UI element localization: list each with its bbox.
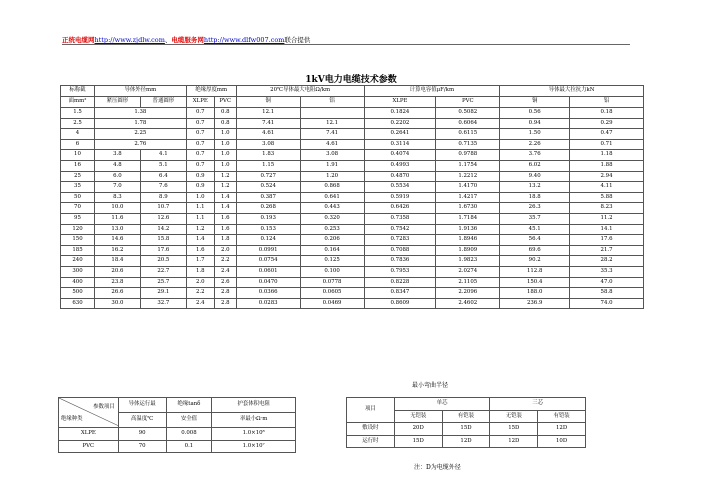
table-cell: 16.2 — [94, 245, 140, 256]
table-cell: 1.8 — [214, 235, 236, 246]
header-credit — [62, 35, 310, 44]
table-cell: 0.320 — [300, 213, 364, 224]
table-cell: 1.4170 — [436, 182, 500, 193]
table-cell: 0.18 — [570, 108, 644, 119]
table-cell: 5.1 — [140, 160, 186, 171]
table-cell: 0.8 — [214, 118, 236, 129]
table-row — [61, 150, 644, 161]
table-cell: 0.3114 — [364, 139, 436, 150]
table-cell: 12.6 — [140, 213, 186, 224]
hdr-single-core: 单芯 — [394, 398, 490, 411]
table-cell: 1.6730 — [436, 203, 500, 214]
table-cell: 0.0283 — [236, 298, 300, 309]
table-cell: 0.8 — [214, 108, 236, 119]
table-row — [59, 440, 296, 453]
table-row — [61, 139, 644, 150]
table-cell: 3.08 — [300, 150, 364, 161]
table-cell: 12D — [538, 423, 586, 436]
table-row — [61, 266, 644, 277]
table-cell: 0.4870 — [364, 171, 436, 182]
table-cell: 0.1824 — [364, 108, 436, 119]
table-cell: 1.9823 — [436, 256, 500, 267]
table-cell: 236.9 — [500, 298, 570, 309]
table-cell: 0.0754 — [236, 256, 300, 267]
table-cell: 26.6 — [94, 288, 140, 299]
table-cell: 70 — [61, 203, 95, 214]
hdr-cap-xlpe: XLPE — [364, 97, 436, 108]
table-cell: 1.88 — [570, 160, 644, 171]
bend-caption: 最小弯曲半径 — [412, 382, 449, 389]
table-cell: 10.7 — [140, 203, 186, 214]
table-cell: 1.0 — [186, 192, 214, 203]
table-cell: 1.6 — [186, 245, 214, 256]
table-cell: XLPE — [59, 428, 119, 441]
table-cell — [300, 108, 364, 119]
hdr-op-temp-2: 高温度℃ — [118, 413, 166, 428]
table-cell: 0.7 — [186, 129, 214, 140]
table-cell: 58.8 — [570, 288, 644, 299]
table-cell: 32.7 — [140, 298, 186, 309]
table-cell: 0.7283 — [364, 235, 436, 246]
table-cell: 26.3 — [500, 203, 570, 214]
table-cell: 3.76 — [500, 150, 570, 161]
hdr-insul-pvc: PVC — [214, 97, 236, 108]
table-cell: 150 — [61, 235, 95, 246]
table-cell: 0.6115 — [436, 129, 500, 140]
bend-radius-table — [346, 397, 586, 448]
table-cell: 0.4993 — [364, 160, 436, 171]
table-cell: 2.0 — [214, 245, 236, 256]
hdr-unarmored-2: 无铠装 — [490, 410, 538, 423]
table-cell: 15.8 — [140, 235, 186, 246]
table-row — [61, 171, 644, 182]
table-cell: 0.7 — [186, 160, 214, 171]
table-row — [61, 256, 644, 267]
table-cell: 0.5082 — [436, 108, 500, 119]
table-cell: 0.94 — [500, 118, 570, 129]
table-cell: 12D — [490, 435, 538, 448]
hdr-item: 项目 — [347, 398, 395, 423]
table-cell: 0.1 — [166, 440, 212, 453]
table-cell: 300 — [61, 266, 95, 277]
hdr-unarmored: 无铠装 — [394, 410, 442, 423]
table-cell: 6.0 — [94, 171, 140, 182]
table-cell: 2.1105 — [436, 277, 500, 288]
table-cell: 0.0605 — [300, 288, 364, 299]
table-cell: 0.164 — [300, 245, 364, 256]
hdr-insul-label: 绝缘种类 — [61, 415, 83, 422]
table-cell: 1.20 — [300, 171, 364, 182]
table-cell: 13.0 — [94, 224, 140, 235]
table-cell: 13.2 — [500, 182, 570, 193]
table-cell: 4.8 — [94, 160, 140, 171]
table-cell: 14.6 — [94, 235, 140, 246]
table-cell: 8.3 — [94, 192, 140, 203]
table-cell: 30.0 — [94, 298, 140, 309]
table-cell: 18.8 — [500, 192, 570, 203]
table-cell: PVC — [59, 440, 119, 453]
table-cell: 0.0991 — [236, 245, 300, 256]
table-cell: 0.268 — [236, 203, 300, 214]
table-cell: 0.71 — [570, 139, 644, 150]
table-cell: 0.8228 — [364, 277, 436, 288]
table-cell: 0.443 — [300, 203, 364, 214]
hdr-res-copper: 铜 — [236, 97, 300, 108]
table-cell: 0.9 — [186, 171, 214, 182]
table-cell: 6.4 — [140, 171, 186, 182]
table-cell: 运行时 — [347, 435, 395, 448]
table-cell: 35.7 — [500, 213, 570, 224]
table-cell: 7.6 — [140, 182, 186, 193]
table-cell: 22.7 — [140, 266, 186, 277]
table-cell: 1.6 — [214, 224, 236, 235]
table-cell: 1.0 — [214, 150, 236, 161]
table-cell: 2.26 — [500, 139, 570, 150]
table-cell: 0.29 — [570, 118, 644, 129]
table-cell: 0.641 — [300, 192, 364, 203]
material-property-table — [58, 397, 296, 453]
table-cell: 1.8 — [186, 266, 214, 277]
table-cell: 15D — [394, 435, 442, 448]
table-row — [61, 108, 644, 119]
table-row — [61, 235, 644, 246]
table-cell: 6 — [61, 139, 95, 150]
table-cell: 0.100 — [300, 266, 364, 277]
page-title: 1kV电力电缆技术参数 — [305, 75, 397, 85]
table-cell: 2.8 — [214, 298, 236, 309]
table-cell: 0.7 — [186, 118, 214, 129]
hdr-tan-1: 绝缘tanδ — [166, 398, 212, 413]
table-cell: 1.50 — [500, 129, 570, 140]
table-cell: 500 — [61, 288, 95, 299]
hdr-diagonal-cell — [59, 398, 119, 428]
table-cell: 28.2 — [570, 256, 644, 267]
table-row — [61, 192, 644, 203]
table-cell: 0.2202 — [364, 118, 436, 129]
hdr-nominal-area-2: 面mm² — [61, 97, 95, 108]
hdr-tensile-copper: 铜 — [500, 97, 570, 108]
table-cell: 0.47 — [570, 129, 644, 140]
table-cell: 188.0 — [500, 288, 570, 299]
hdr-cap-pvc: PVC — [436, 97, 500, 108]
table-cell: 112.8 — [500, 266, 570, 277]
separator: 、 — [164, 36, 172, 44]
table-cell: 630 — [61, 298, 95, 309]
site1-name: 正统电缆网 — [62, 36, 95, 44]
table-cell: 20.5 — [140, 256, 186, 267]
table-cell: 18.4 — [94, 256, 140, 267]
credit-suffix: 联合提供 — [284, 36, 311, 44]
hdr-insulation-thickness: 绝缘厚度mm — [186, 86, 236, 97]
table-cell: 0.7 — [186, 139, 214, 150]
table-cell: 2.2096 — [436, 288, 500, 299]
table-row — [61, 213, 644, 224]
site2-link[interactable]: http://www.dlfw007.com — [203, 36, 285, 44]
table-row — [61, 118, 644, 129]
hdr-ordinary-round: 普通圆形 — [140, 97, 186, 108]
table-row — [61, 182, 644, 193]
table-cell: 2.94 — [570, 171, 644, 182]
table-cell: 1.8946 — [436, 235, 500, 246]
table-cell: 23.8 — [94, 277, 140, 288]
table-cell: 1.4217 — [436, 192, 500, 203]
table-cell: 1.0×10⁸ — [212, 428, 296, 441]
hdr-compact-round: 紧压圆形 — [94, 97, 140, 108]
table-cell: 8.9 — [140, 192, 186, 203]
table-cell: 20D — [394, 423, 442, 436]
hdr-armored: 有铠装 — [442, 410, 490, 423]
table-cell: 0.9788 — [436, 150, 500, 161]
table-cell: 0.8347 — [364, 288, 436, 299]
table-cell: 7.41 — [236, 118, 300, 129]
table-cell: 0.7135 — [436, 139, 500, 150]
hdr-armored-2: 有铠装 — [538, 410, 586, 423]
hdr-three-core: 三芯 — [490, 398, 586, 411]
table-cell: 5.88 — [570, 192, 644, 203]
table-cell: 1.0×10⁷ — [212, 440, 296, 453]
table-cell: 0.7358 — [364, 213, 436, 224]
table-cell: 56.4 — [500, 235, 570, 246]
table-cell: 0.7 — [186, 108, 214, 119]
table-cell: 15D — [442, 423, 490, 436]
table-cell: 45.1 — [500, 224, 570, 235]
table-cell: 0.5919 — [364, 192, 436, 203]
table-cell: 0.0469 — [300, 298, 364, 309]
table-cell: 0.0366 — [236, 288, 300, 299]
table-cell: 74.0 — [570, 298, 644, 309]
table-cell: 11.6 — [94, 213, 140, 224]
table-cell: 8.23 — [570, 203, 644, 214]
hdr-conductor-od: 导体外径mm — [94, 86, 186, 97]
table-cell: 4.11 — [570, 182, 644, 193]
table-cell: 0.125 — [300, 256, 364, 267]
table-cell: 1.4 — [186, 235, 214, 246]
table-cell: 240 — [61, 256, 95, 267]
site2-name: 电缆服务网 — [171, 36, 204, 44]
table-cell: 0.387 — [236, 192, 300, 203]
table-cell: 2.0 — [186, 277, 214, 288]
table-cell: 185 — [61, 245, 95, 256]
table-row — [61, 298, 644, 309]
table-cell: 0.6064 — [436, 118, 500, 129]
table-row — [61, 224, 644, 235]
hdr-res-2: 率最小Ω·m — [212, 413, 296, 428]
table-cell: 0.868 — [300, 182, 364, 193]
table-cell: 2.2 — [214, 256, 236, 267]
table-cell: 1.18 — [570, 150, 644, 161]
table-cell: 69.6 — [500, 245, 570, 256]
table-cell: 14.1 — [570, 224, 644, 235]
hdr-capacitance: 计算电容值μF/km — [364, 86, 500, 97]
table-cell: 16 — [61, 160, 95, 171]
table-cell: 2.4 — [214, 266, 236, 277]
table-cell: 47.0 — [570, 277, 644, 288]
table-cell: 0.9 — [186, 182, 214, 193]
table-cell: 1.2 — [186, 224, 214, 235]
table-cell: 0.193 — [236, 213, 300, 224]
table-cell: 1.1754 — [436, 160, 500, 171]
table-cell: 敷设时 — [347, 423, 395, 436]
table-cell: 2.25 — [94, 129, 186, 140]
table-cell: 95 — [61, 213, 95, 224]
table-row — [61, 203, 644, 214]
table-cell: 1.83 — [236, 150, 300, 161]
table-cell: 1.1 — [186, 203, 214, 214]
table-cell: 90 — [118, 428, 166, 441]
table-cell: 1.0 — [214, 139, 236, 150]
table-cell: 2.4602 — [436, 298, 500, 309]
table-cell: 1.7 — [186, 256, 214, 267]
table-cell: 0.124 — [236, 235, 300, 246]
table-cell: 1.9136 — [436, 224, 500, 235]
table-cell: 15D — [490, 423, 538, 436]
table-cell: 7.0 — [94, 182, 140, 193]
table-cell: 2.2 — [186, 288, 214, 299]
table-cell: 0.7542 — [364, 224, 436, 235]
table-cell: 0.253 — [300, 224, 364, 235]
table-cell: 1.2 — [214, 182, 236, 193]
table-cell: 12.1 — [300, 118, 364, 129]
hdr-tensile-aluminum: 铝 — [570, 97, 644, 108]
table-cell: 400 — [61, 277, 95, 288]
header-rule — [62, 44, 630, 45]
cable-parameter-table — [60, 85, 644, 309]
table-cell: 50 — [61, 192, 95, 203]
table-cell: 0.0601 — [236, 266, 300, 277]
table-cell: 3.08 — [236, 139, 300, 150]
table-cell: 29.1 — [140, 288, 186, 299]
table-cell: 2.5 — [61, 118, 95, 129]
hdr-nominal-area-1: 标称截 — [61, 86, 95, 97]
table-cell: 70 — [118, 440, 166, 453]
hdr-op-temp-1: 导体运行最 — [118, 398, 166, 413]
hdr-max-tensile: 导体最大拉抗力kN — [500, 86, 644, 97]
table-cell: 17.6 — [140, 245, 186, 256]
table-row — [61, 160, 644, 171]
site1-link[interactable]: http://www.zjdlw.com — [94, 36, 165, 44]
table-row — [61, 277, 644, 288]
table-cell: 12.1 — [236, 108, 300, 119]
table-cell: 0.153 — [236, 224, 300, 235]
table-cell: 1.6 — [214, 213, 236, 224]
table-cell: 10.0 — [94, 203, 140, 214]
table-cell: 4 — [61, 129, 95, 140]
table-cell: 2.4 — [186, 298, 214, 309]
table-cell: 1.15 — [236, 160, 300, 171]
table-cell: 1.78 — [94, 118, 186, 129]
footnote: 注：D为电缆外径 — [414, 464, 461, 471]
table-cell: 9.40 — [500, 171, 570, 182]
table-cell: 90.2 — [500, 256, 570, 267]
table-cell: 25.7 — [140, 277, 186, 288]
hdr-max-resistance: 20℃导体最大电阻Ω/km — [236, 86, 364, 97]
table-cell: 0.7953 — [364, 266, 436, 277]
table-cell: 0.8609 — [364, 298, 436, 309]
table-cell: 12D — [442, 435, 490, 448]
hdr-param-label: 参数项目 — [93, 404, 115, 411]
table-cell: 1.4 — [214, 192, 236, 203]
table-row — [61, 129, 644, 140]
table-cell: 10D — [538, 435, 586, 448]
table-cell: 4.61 — [236, 129, 300, 140]
table-cell: 6.02 — [500, 160, 570, 171]
table-cell: 35.3 — [570, 266, 644, 277]
table-cell: 120 — [61, 224, 95, 235]
table-cell: 1.5 — [61, 108, 95, 119]
table-cell: 0.0470 — [236, 277, 300, 288]
table-cell: 0.0778 — [300, 277, 364, 288]
table-cell: 14.2 — [140, 224, 186, 235]
hdr-tan-2: 安全值 — [166, 413, 212, 428]
table-row — [59, 428, 296, 441]
table-cell: 4.1 — [140, 150, 186, 161]
table-cell: 17.6 — [570, 235, 644, 246]
table-cell: 25 — [61, 171, 95, 182]
table-cell: 0.56 — [500, 108, 570, 119]
table-cell: 7.41 — [300, 129, 364, 140]
table-row — [347, 423, 586, 436]
table-cell: 0.7088 — [364, 245, 436, 256]
table-row — [347, 435, 586, 448]
table-cell: 1.8909 — [436, 245, 500, 256]
table-cell: 0.727 — [236, 171, 300, 182]
table-cell: 0.4074 — [364, 150, 436, 161]
table-cell: 1.2 — [214, 171, 236, 182]
table-cell: 2.0274 — [436, 266, 500, 277]
table-cell: 0.7836 — [364, 256, 436, 267]
hdr-res-1: 护套体积电阻 — [212, 398, 296, 413]
table-cell: 3.8 — [94, 150, 140, 161]
table-cell: 0.2641 — [364, 129, 436, 140]
table-cell: 1.38 — [94, 108, 186, 119]
hdr-res-aluminum: 铝 — [300, 97, 364, 108]
table-cell: 4.61 — [300, 139, 364, 150]
table-cell: 0.5534 — [364, 182, 436, 193]
hdr-insul-xlpe: XLPE — [186, 97, 214, 108]
table-cell: 0.6426 — [364, 203, 436, 214]
table-cell: 2.8 — [214, 288, 236, 299]
table-cell: 21.7 — [570, 245, 644, 256]
table-row — [61, 245, 644, 256]
table-cell: 1.2212 — [436, 171, 500, 182]
table-cell: 1.4 — [214, 203, 236, 214]
table-cell: 1.7184 — [436, 213, 500, 224]
table-cell: 11.2 — [570, 213, 644, 224]
table-cell: 0.7 — [186, 150, 214, 161]
table-cell: 1.0 — [214, 129, 236, 140]
table-row — [61, 288, 644, 299]
table-cell: 150.4 — [500, 277, 570, 288]
table-cell: 0.008 — [166, 428, 212, 441]
table-cell: 0.524 — [236, 182, 300, 193]
table-cell: 20.6 — [94, 266, 140, 277]
table-cell: 10 — [61, 150, 95, 161]
table-cell: 0.206 — [300, 235, 364, 246]
table-cell: 1.1 — [186, 213, 214, 224]
table-cell: 2.76 — [94, 139, 186, 150]
table-cell: 1.0 — [214, 160, 236, 171]
table-cell: 1.91 — [300, 160, 364, 171]
table-cell: 35 — [61, 182, 95, 193]
table-cell: 2.6 — [214, 277, 236, 288]
